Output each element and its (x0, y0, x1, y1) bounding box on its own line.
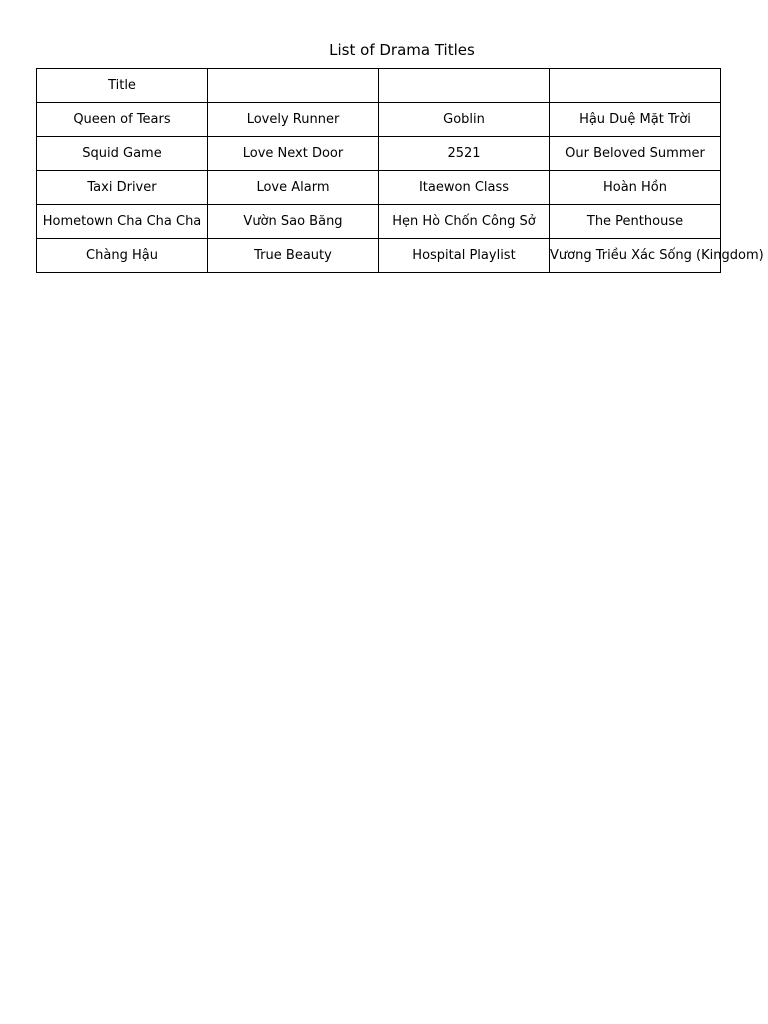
table-cell (37, 137, 208, 171)
table-cell (37, 205, 208, 239)
table-cell (550, 103, 721, 137)
header-cell (37, 69, 208, 103)
table-cell (379, 103, 550, 137)
table-row (37, 205, 721, 239)
drama-title: Queen of Tears (73, 112, 171, 127)
header-cell (208, 69, 379, 103)
drama-title: Our Beloved Summer (565, 146, 705, 161)
table-cell (379, 205, 550, 239)
drama-title: Hoàn Hồn (602, 180, 668, 195)
table-cell (37, 103, 208, 137)
table-header-row (37, 69, 721, 103)
drama-table (36, 68, 764, 273)
header-cell-label: Title (108, 78, 136, 93)
table-cell (37, 171, 208, 205)
table-cell (208, 171, 379, 205)
table-row (37, 103, 721, 137)
drama-title: Hometown Cha Cha Cha (42, 214, 202, 229)
table-cell (208, 137, 379, 171)
drama-title: Chàng Hậu (86, 248, 158, 263)
drama-title: True Beauty (254, 248, 332, 263)
drama-title: Love Alarm (256, 180, 330, 195)
drama-title: Squid Game (82, 146, 162, 161)
table-cell (379, 239, 550, 273)
drama-title: Love Next Door (242, 146, 344, 161)
drama-title: Itaewon Class (418, 180, 510, 195)
drama-title: Vườn Sao Băng (243, 214, 343, 229)
table-cell (550, 239, 764, 273)
header-cell (379, 69, 550, 103)
table-cell (550, 137, 721, 171)
table-cell (379, 137, 550, 171)
table-cell (208, 239, 379, 273)
drama-title: Hẹn Hò Chốn Công Sở (392, 214, 536, 229)
drama-title: The Penthouse (586, 214, 684, 229)
drama-title: Lovely Runner (246, 112, 340, 127)
table-row (37, 171, 721, 205)
drama-title: Hậu Duệ Mặt Trời (579, 112, 691, 127)
table-cell (379, 171, 550, 205)
header-cell (550, 69, 721, 103)
page-title: List of Drama Titles (329, 41, 475, 59)
table-cell (550, 171, 721, 205)
table-cell (37, 239, 208, 273)
table-row (37, 239, 721, 273)
drama-title: Hospital Playlist (412, 248, 516, 263)
drama-title: 2521 (447, 146, 481, 161)
table-cell (550, 205, 721, 239)
drama-title: Goblin (443, 112, 485, 127)
drama-title: Vương Triều Xác Sống (Kingdom) (550, 248, 764, 263)
drama-title: Taxi Driver (87, 180, 157, 195)
table-row (37, 137, 721, 171)
table-cell (208, 103, 379, 137)
table-cell (208, 205, 379, 239)
